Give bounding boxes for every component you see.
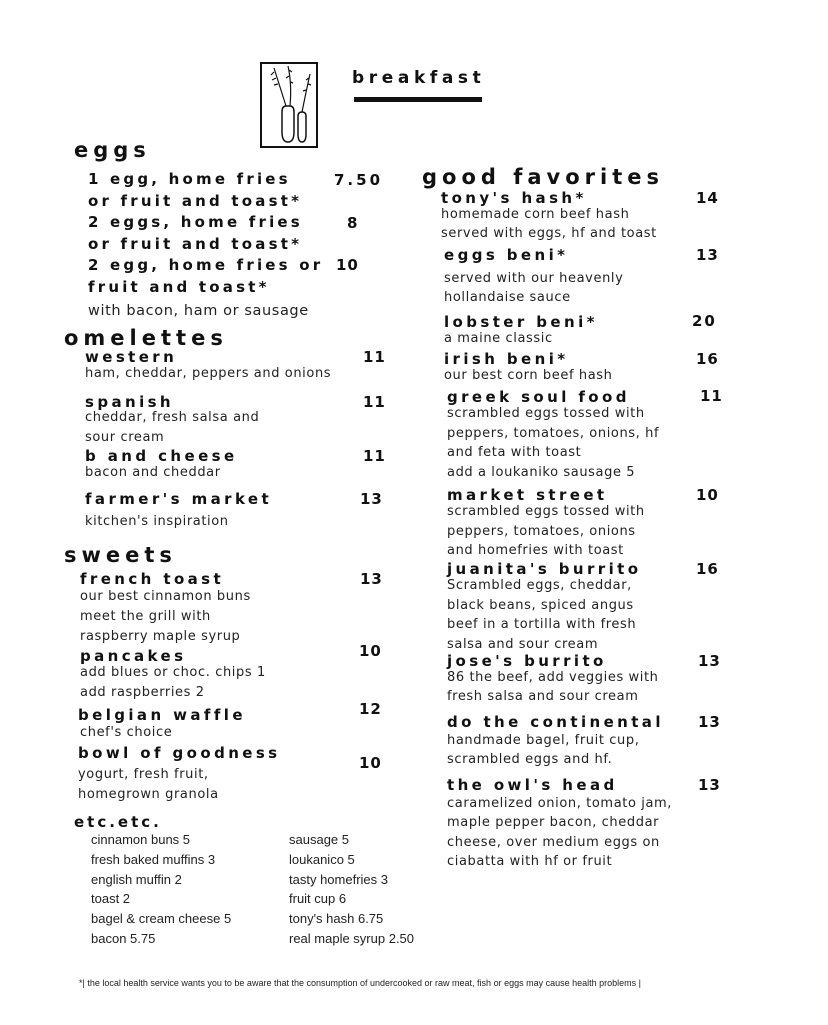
title-underline (354, 97, 482, 102)
side-item: toast 2 (91, 891, 131, 906)
menu-item-desc: hollandaise sauce (444, 290, 571, 305)
menu-item-desc: raspberry maple syrup (80, 629, 241, 644)
menu-item-price: 13 (698, 713, 721, 731)
menu-item-desc: served with our heavenly (444, 271, 624, 286)
menu-item-desc: and feta with toast (447, 445, 582, 460)
menu-item-price: 14 (696, 189, 719, 207)
menu-item-price: 13 (696, 246, 719, 264)
menu-item-name: eggs beni* (444, 246, 569, 264)
menu-item-name: pancakes (80, 647, 187, 665)
menu-item-name: bowl of goodness (78, 744, 281, 762)
menu-item-desc: meet the grill with (80, 609, 211, 624)
menu-item-name: spanish (85, 393, 175, 411)
menu-item-desc: cheddar, fresh salsa and (85, 410, 260, 425)
menu-item-desc: caramelized onion, tomato jam, (447, 796, 673, 811)
menu-item-desc: yogurt, fresh fruit, (78, 767, 209, 782)
menu-item-desc: a maine classic (444, 331, 553, 346)
egg-line: 2 egg, home fries or (88, 256, 324, 274)
health-disclaimer: *| the local health service wants you to be aware that the consumption of undercooked or raw meat, fish or eggs may cause health problems | (79, 978, 641, 988)
menu-item-name: tony's hash* (441, 189, 587, 207)
menu-item-name: western (85, 348, 178, 366)
menu-item-name: french toast (80, 570, 225, 588)
menu-item-price: 13 (360, 490, 383, 508)
menu-item-desc: our best cinnamon buns (80, 589, 251, 604)
menu-item-name: juanita's burrito (447, 560, 642, 578)
menu-item-desc: beef in a tortilla with fresh (447, 617, 637, 632)
menu-item-name: the owl's head (447, 776, 618, 794)
egg-line: or fruit and toast* (88, 235, 303, 253)
menu-item-desc: fresh salsa and sour cream (447, 689, 639, 704)
menu-item-desc: homegrown granola (78, 787, 219, 802)
menu-item-name: do the continental (447, 713, 664, 731)
menu-item-name: greek soul food (447, 388, 630, 406)
herb-vase-logo-icon (260, 62, 318, 148)
section-heading-sweets: sweets (64, 543, 177, 567)
menu-item-desc: cheese, over medium eggs on (447, 835, 660, 850)
menu-item-desc: kitchen's inspiration (85, 514, 229, 529)
menu-item-desc: scrambled eggs and hf. (447, 752, 613, 767)
menu-item-desc: bacon and cheddar (85, 465, 221, 480)
menu-item-price: 11 (700, 387, 723, 405)
menu-item-price: 11 (363, 348, 386, 366)
menu-item-name: lobster beni* (444, 313, 598, 331)
menu-item-desc: salsa and sour cream (447, 637, 599, 652)
menu-item-price: 13 (698, 652, 721, 670)
menu-item-price: 10 (359, 642, 382, 660)
side-item: english muffin 2 (91, 872, 182, 887)
menu-item-desc: maple pepper bacon, cheddar (447, 815, 660, 830)
menu-item-desc: ciabatta with hf or fruit (447, 854, 613, 869)
menu-item-price: 16 (696, 560, 719, 578)
menu-item-name: b and cheese (85, 447, 238, 465)
side-item: cinnamon buns 5 (91, 832, 191, 847)
egg-line: 2 eggs, home fries (88, 213, 303, 231)
menu-item-desc: ham, cheddar, peppers and onions (85, 366, 332, 381)
menu-item-desc: peppers, tomatoes, onions, hf (447, 426, 660, 441)
menu-item-price: 13 (360, 570, 383, 588)
egg-addon-note: with bacon, ham or sausage (88, 303, 309, 319)
side-item: tony's hash 6.75 (289, 911, 384, 926)
menu-item-desc: handmade bagel, fruit cup, (447, 733, 640, 748)
menu-item-desc: homemade corn beef hash (441, 207, 630, 222)
side-item: bagel & cream cheese 5 (91, 911, 232, 926)
menu-item-desc: add raspberries 2 (80, 685, 205, 700)
section-heading-etc: etc.etc. (74, 813, 162, 831)
egg-price: 10 (336, 256, 359, 274)
side-item: tasty homefries 3 (289, 872, 388, 887)
menu-item-desc: black beans, spiced angus (447, 598, 634, 613)
menu-item-price: 12 (359, 700, 382, 718)
menu-item-desc: peppers, tomatoes, onions (447, 524, 636, 539)
menu-item-name: irish beni* (444, 350, 569, 368)
side-item: fresh baked muffins 3 (91, 852, 216, 867)
menu-item-desc: our best corn beef hash (444, 368, 613, 383)
menu-item-desc: Scrambled eggs, cheddar, (447, 578, 632, 593)
menu-item-desc: and homefries with toast (447, 543, 624, 558)
menu-item-price: 11 (363, 393, 386, 411)
egg-line: 1 egg, home fries (88, 170, 291, 188)
menu-item-desc: served with eggs, hf and toast (441, 226, 657, 241)
menu-item-desc: add a loukaniko sausage 5 (447, 465, 636, 480)
egg-price: 8 (347, 214, 359, 232)
menu-item-price: 10 (696, 486, 719, 504)
menu-item-name: farmer's market (85, 490, 273, 508)
egg-line: or fruit and toast* (88, 192, 303, 210)
menu-item-name: jose's burrito (447, 652, 607, 670)
menu-item-price: 10 (359, 754, 382, 772)
egg-price: 7.50 (334, 171, 384, 189)
menu-item-price: 16 (696, 350, 719, 368)
side-item: fruit cup 6 (289, 891, 347, 906)
menu-item-price: 13 (698, 776, 721, 794)
side-item: sausage 5 (289, 832, 349, 847)
section-heading-omelettes: omelettes (64, 326, 228, 350)
section-heading-eggs: eggs (74, 138, 151, 162)
side-item: bacon 5.75 (91, 931, 156, 946)
menu-item-desc: 86 the beef, add veggies with (447, 670, 659, 685)
menu-item-desc: sour cream (85, 430, 165, 445)
menu-item-desc: scrambled eggs tossed with (447, 406, 645, 421)
side-item: real maple syrup 2.50 (289, 931, 415, 946)
menu-item-desc: chef's choice (80, 725, 173, 740)
menu-item-price: 20 (692, 312, 717, 330)
menu-item-price: 11 (363, 447, 386, 465)
section-heading-good-favorites: good favorites (422, 165, 664, 189)
menu-item-desc: scrambled eggs tossed with (447, 504, 645, 519)
menu-item-desc: add blues or choc. chips 1 (80, 665, 266, 680)
page-title: breakfast (352, 68, 486, 88)
menu-item-name: belgian waffle (78, 706, 246, 724)
side-item: loukanico 5 (289, 852, 355, 867)
menu-item-name: market street (447, 486, 608, 504)
egg-line: fruit and toast* (88, 278, 270, 296)
